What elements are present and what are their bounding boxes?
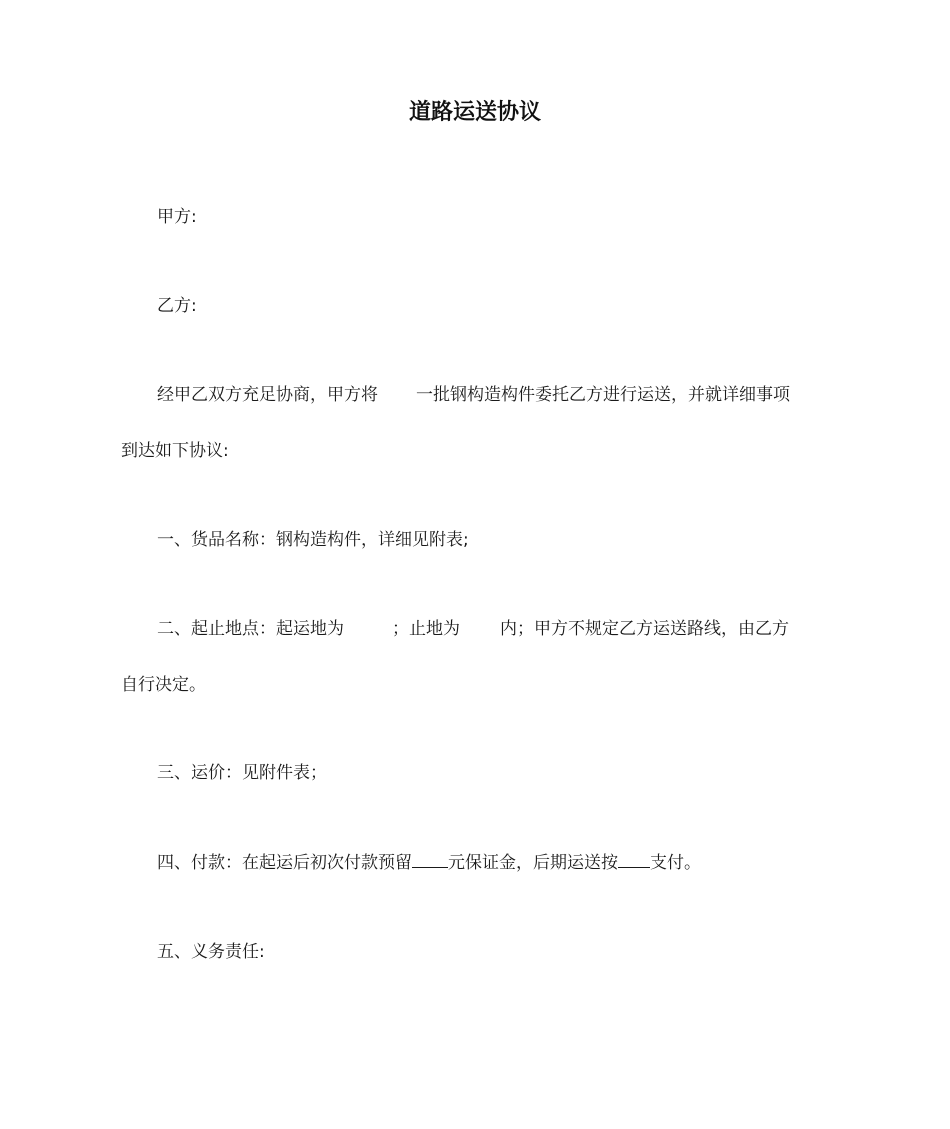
intro-text-2: 一批钢构造构件委托乙方进行运送，并就详细事项 <box>416 385 790 405</box>
clause-2-text-1: 二、起止地点：起运地为 <box>157 619 344 639</box>
deposit-amount-blank <box>412 851 448 868</box>
document-title: 道路运送协议 <box>408 100 541 125</box>
party-a-label: 甲方: <box>157 207 197 227</box>
clause-2-line-2: 自行决定。 <box>121 675 206 695</box>
payment-method-blank <box>618 851 650 868</box>
clause-2-line-1 <box>157 616 789 642</box>
intro-paragraph-line-1 <box>157 382 790 408</box>
clause-4-text-2: 元保证金，后期运送按 <box>448 853 618 873</box>
clause-4 <box>157 850 701 876</box>
clause-2-text-2: ；止地为 <box>392 619 460 639</box>
party-b-label: 乙方: <box>157 296 197 316</box>
clause-4-text-1: 四、付款：在起运后初次付款预留 <box>157 853 412 873</box>
intro-text-1: 经甲乙双方充足协商，甲方将 <box>157 385 378 405</box>
clause-2-text-3: 内；甲方不规定乙方运送路线，由乙方 <box>500 619 789 639</box>
intro-paragraph-line-2: 到达如下协议: <box>121 441 229 461</box>
clause-4-text-3: 支付。 <box>650 853 701 873</box>
clause-1: 一、货品名称：钢构造构件，详细见附表; <box>157 530 469 550</box>
clause-5: 五、义务责任: <box>157 942 265 962</box>
clause-3: 三、运价：见附件表； <box>157 763 327 783</box>
